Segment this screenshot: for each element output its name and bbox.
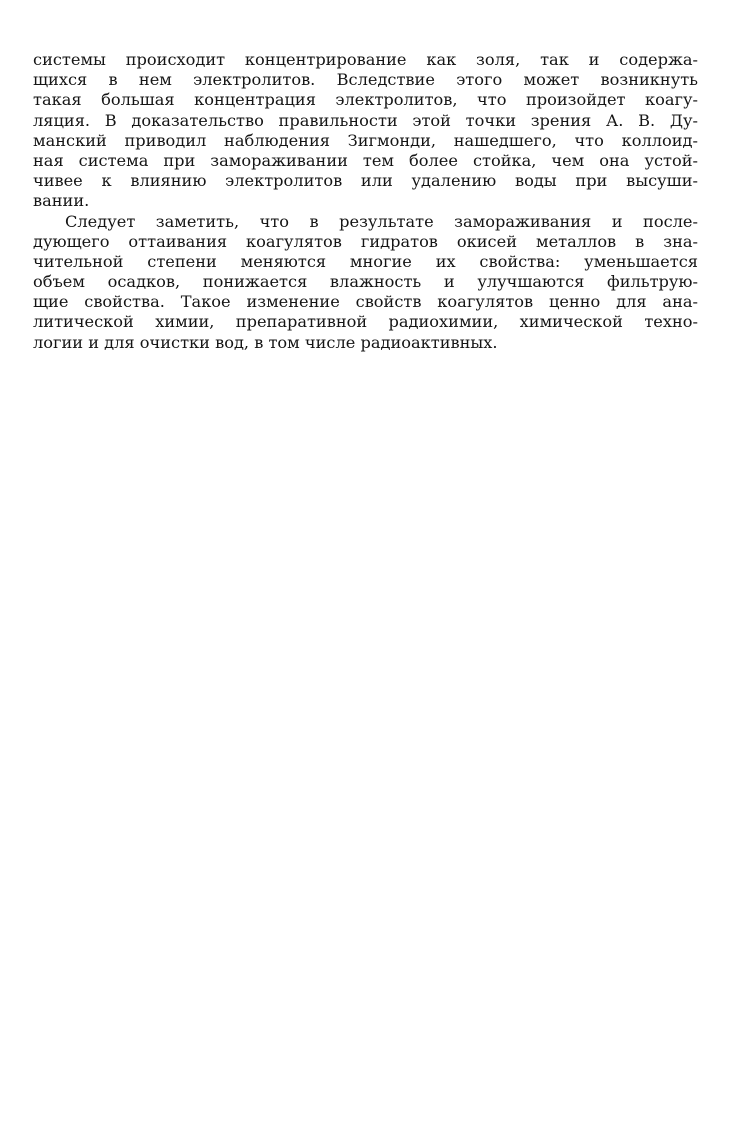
text-line: такая большая концентрация электролитов, что произойдет коагу- <box>33 90 698 110</box>
paragraph-1 <box>33 50 698 212</box>
text-line: щие свойства. Такое изменение свойств коагулятов ценно для ана- <box>33 292 698 312</box>
text-line: ная система при замораживании тем более стойка, чем она устой- <box>33 150 698 170</box>
text-line: логии и для очистки вод, в том числе радиоактивных. <box>33 332 498 352</box>
text-line: чительной степени меняются многие их свойства: уменьшается <box>33 251 698 271</box>
text-line: системы происходит концентрирование как золя, так и содержа- <box>33 50 698 69</box>
text-line: вании. <box>33 191 90 211</box>
text-line: объем осадков, понижается влажность и улучшаются фильтрую- <box>33 272 698 292</box>
text-line: чивее к влиянию электролитов или удалению воды при высуши- <box>33 171 698 191</box>
text-line: Следует заметить, что в результате замораживания и после- <box>65 211 698 231</box>
text-line: манский приводил наблюдения Зигмонди, нашедшего, что коллоид- <box>33 130 698 150</box>
text-line: литической химии, препаративной радиохимии, химической техно- <box>33 312 698 332</box>
text-line: ляция. В доказательство правильности этой точки зрения А. В. Ду- <box>33 110 698 130</box>
paragraph-2 <box>33 212 698 353</box>
text-line: щихся в нем электролитов. Вследствие этого может возникнуть <box>33 70 698 90</box>
body-text <box>33 50 698 353</box>
text-line: дующего оттаивания коагулятов гидратов окисей металлов в зна- <box>33 231 698 251</box>
